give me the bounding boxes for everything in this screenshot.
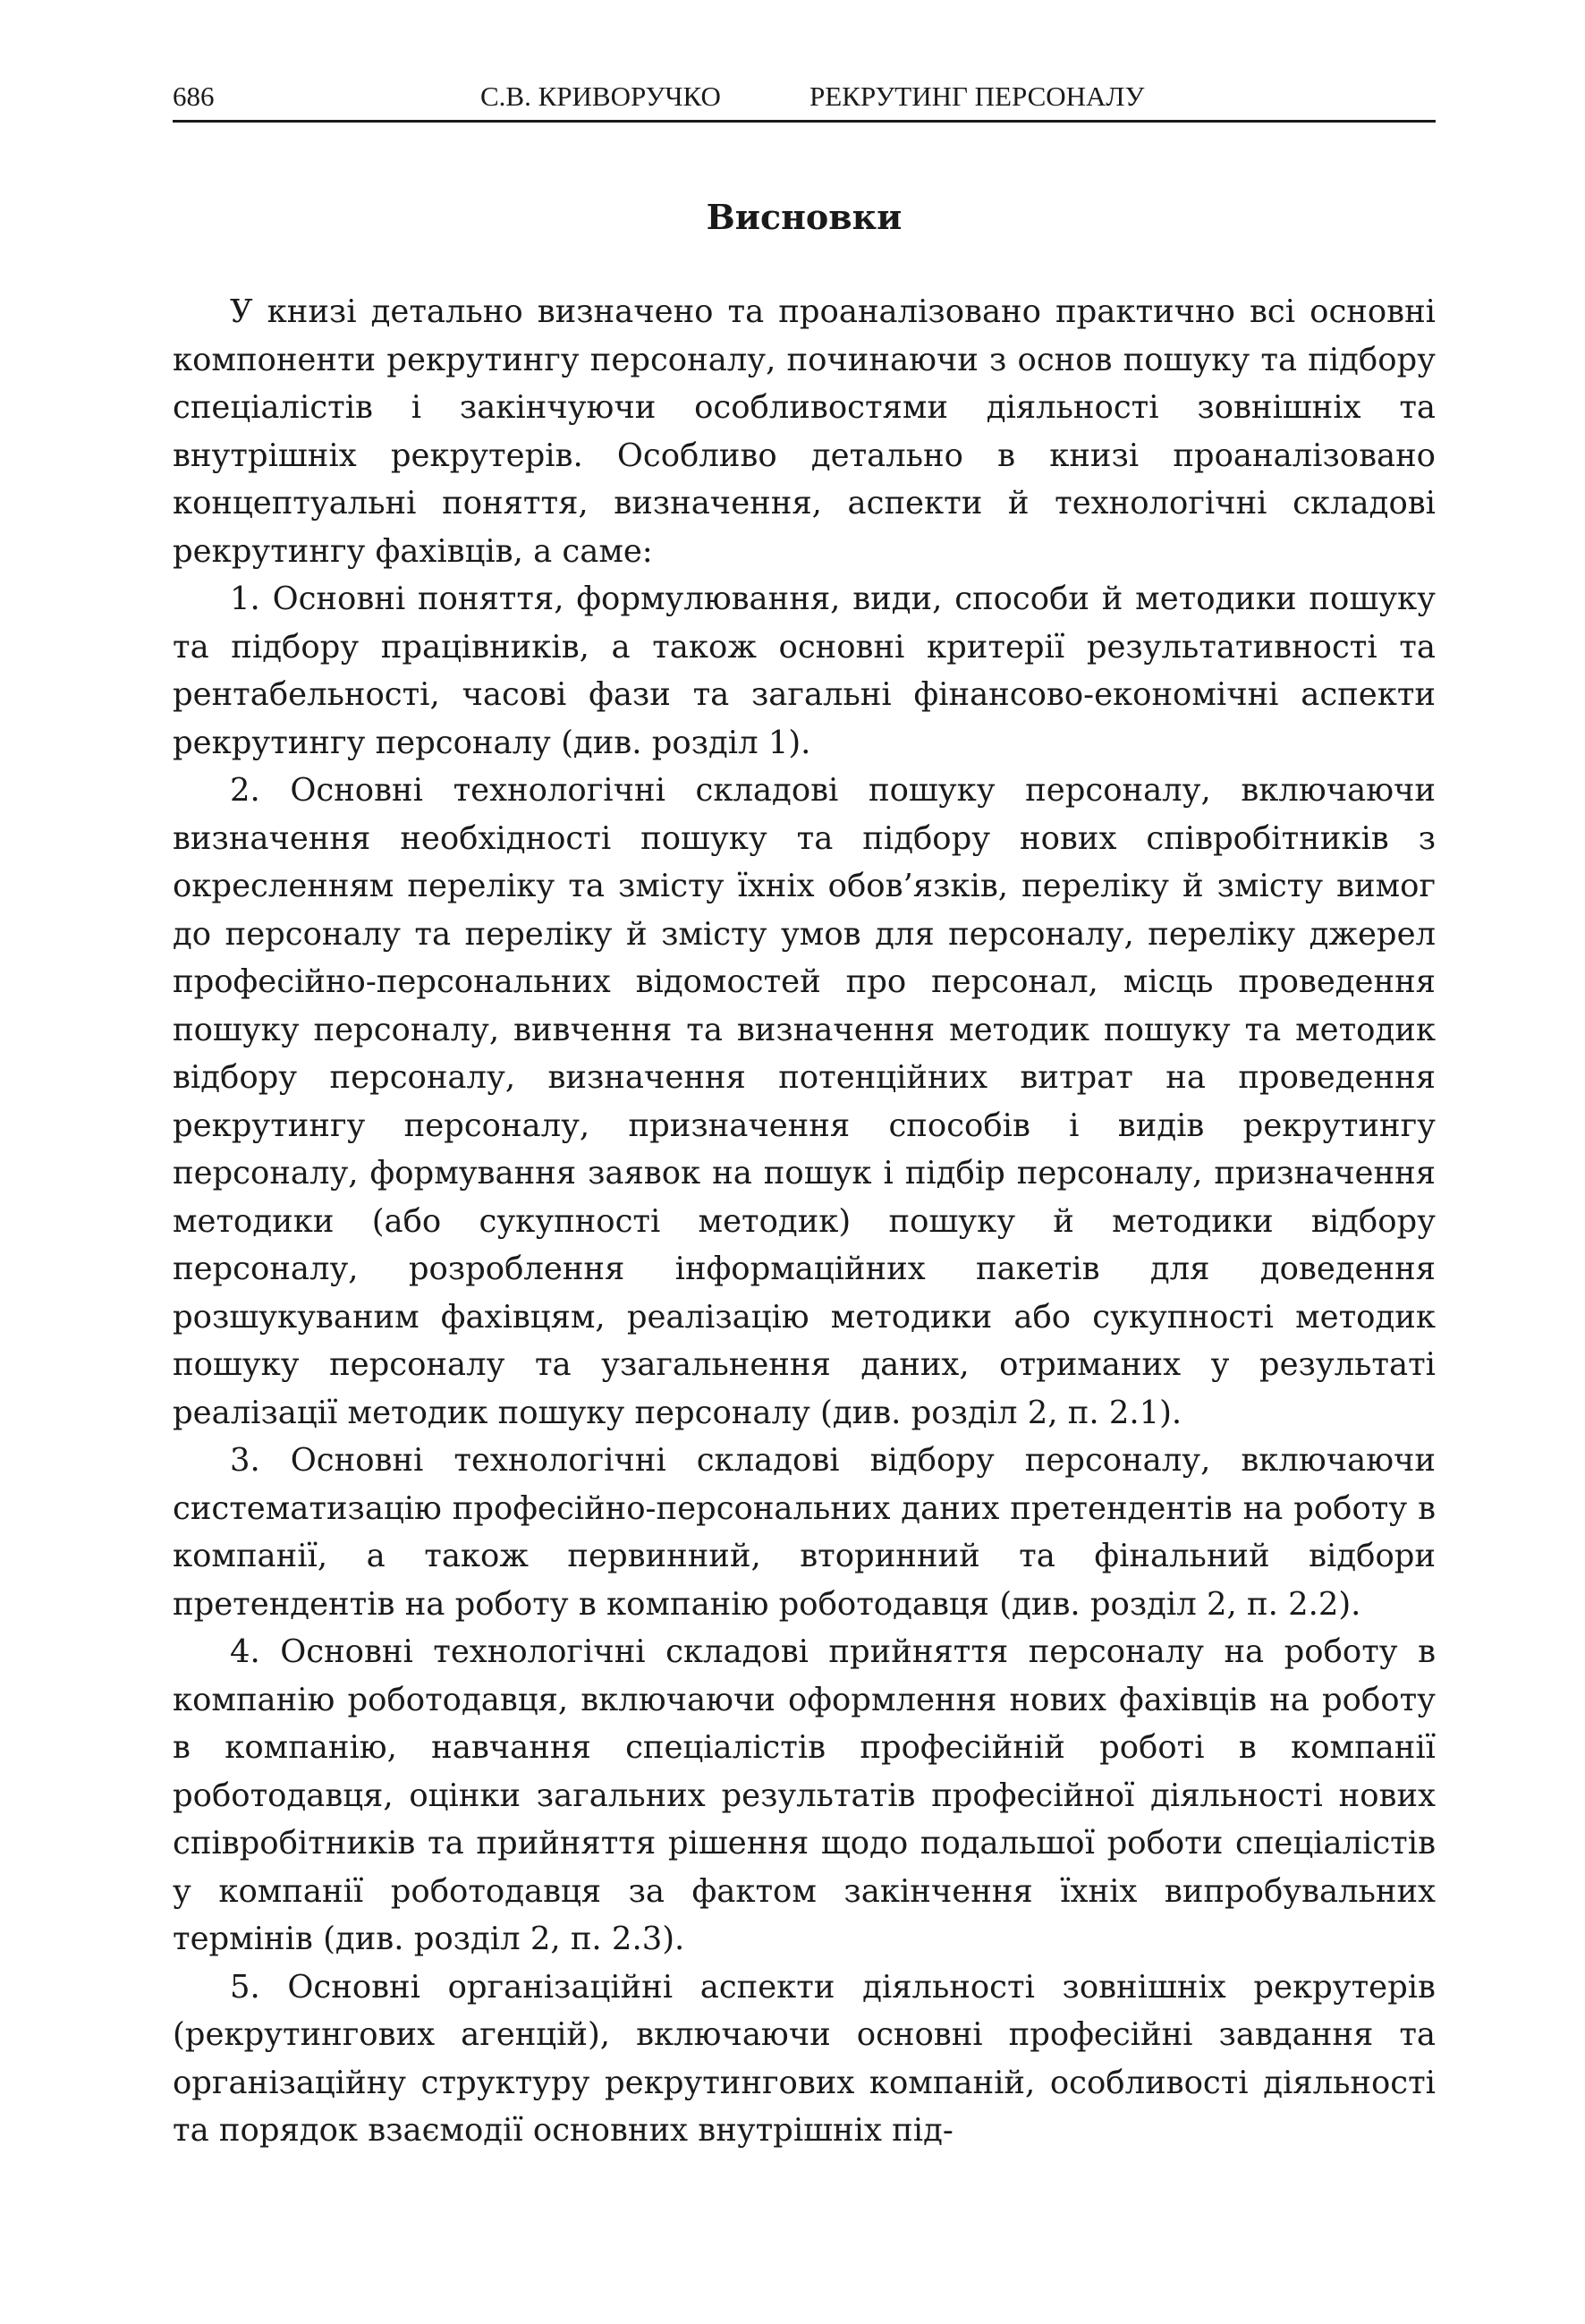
header-book-title: РЕКРУТИНГ ПЕРСОНАЛУ — [809, 81, 1145, 112]
header-author: С.В. КРИВОРУЧКО — [480, 81, 721, 112]
list-item-2: 2. Основні технологічні складові пошуку персоналу, включаючи визначення необхідності пошуку та підбору нових співробітників з окресленням переліку та змісту їхніх обов’язків, переліку й змісту вимог до персоналу та переліку й змісту умов для персоналу, переліку джерел професійно-персональних відомостей про персонал, місць проведення пошуку персоналу, вивчення та визначення методик пошуку та методик відбору персоналу, визначення потенційних витрат на проведення рекрутингу персоналу, призначення способів і видів рекрутингу персоналу, формування заявок на пошук і підбір персоналу, призначення методики (або сукупності методик) пошуку й методики відбору персоналу, розроблення інформаційних пакетів для доведення розшукуваним фахівцям, реалізацію методики або сукупності методик пошуку персоналу та узагальнення даних, отриманих у результаті реалізації методик пошуку персоналу (див. розділ 2, п. 2.1). — [173, 772, 1436, 1431]
section-title: Висновки — [706, 197, 903, 237]
page-number: 686 — [173, 81, 215, 112]
list-item-3: 3. Основні технологічні складові відбору персоналу, включаючи систематизацію професійно-персональних даних претендентів на роботу в компанії, а також первинний, вторинний та фінальний відбори претендентів на роботу в компанію роботодавця (див. розділ 2, п. 2.2). — [173, 1442, 1436, 1623]
list-item-1: 1. Основні поняття, формулювання, види, способи й методики пошуку та підбору працівників, а також основні критерії результативності та рентабельності, часові фази та загальні фінансово-економічні аспекти рекрутингу персоналу (див. розділ 1). — [173, 581, 1436, 761]
intro-paragraph: У книзі детально визначено та проаналізовано практично всі основні компоненти рекрутингу персоналу, починаючи з основ пошуку та підбору спеціалістів і закінчуючи особливостями діяльності зовнішніх та внутрішніх рекрутерів. Особливо детально в книзі проаналізовано концептуальні поняття, визначення, аспекти й технологічні складові рекрутингу фахівців, а саме: — [173, 293, 1436, 570]
body-text — [173, 288, 1436, 2155]
list-item-4: 4. Основні технологічні складові прийняття персоналу на роботу в компанію роботодавця, включаючи оформлення нових фахівців на роботу в компанію, навчання спеціалістів професійній роботі в компанії роботодавця, оцінки загальних результатів професійної діяльності нових співробітників та прийняття рішення щодо подальшої роботи спеціалістів у компанії роботодавця за фактом закінчення їхніх випробувальних термінів (див. розділ 2, п. 2.3). — [173, 1633, 1436, 1957]
running-header — [173, 79, 1436, 123]
list-item-5: 5. Основні організаційні аспекти діяльності зовнішніх рекрутерів (рекрутингових агенцій), включаючи основні професійні завдання та організаційну структуру рекрутингових компаній, особливості діяльності та порядок взаємодії основних внутрішніх під- — [173, 1968, 1436, 2149]
